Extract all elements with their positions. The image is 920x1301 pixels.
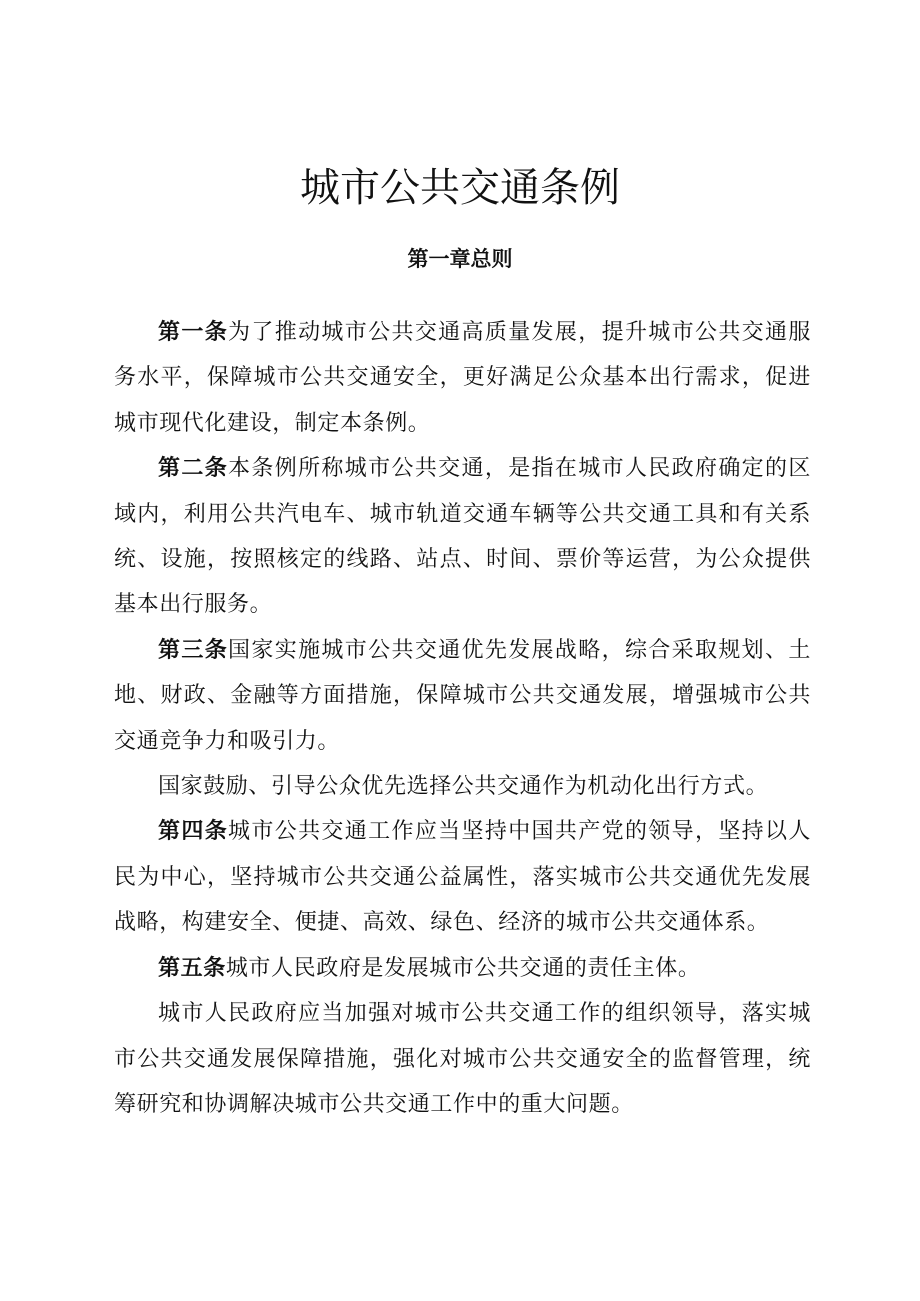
article-text: 国家鼓励、引导公众优先选择公共交通作为机动化出行方式。 — [158, 774, 769, 800]
article-text: 城市人民政府应当加强对城市公共交通工作的组织领导，落实城市公共交通发展保障措施，强化对城市公共交通安全的监督管理，统筹研究和协调解决城市公共交通工作中的重大问题。 — [114, 1001, 811, 1117]
article-text: 国家实施城市公共交通优先发展战略，综合采取规划、土地、财政、金融等方面措施，保障城市公共交通发展，增强城市公共交通竞争力和吸引力。 — [114, 637, 811, 754]
document-title: 城市公共交通条例 — [300, 165, 620, 211]
article-text: 城市人民政府是发展城市公共交通的责任主体。 — [225, 955, 701, 981]
article-text: 为了推动城市公共交通高质量发展，提升城市公共交通服务水平，保障城市公共交通安全，更好满足公众基本出行需求，促进城市现代化建设，制定本条例。 — [114, 320, 811, 436]
chapter-heading: 第一章总则 — [407, 247, 513, 271]
article-number: 第三条 — [158, 637, 229, 663]
article-1-paragraph — [114, 310, 811, 446]
article-text: 本条例所称城市公共交通，是指在城市人民政府确定的区域内，利用公共汽电车、城市轨道交通车辆等公共交通工具和有关系统、设施，按照核定的线路、站点、时间、票价等运营，为公众提供基本出行服务。 — [114, 456, 811, 618]
article-number: 第一条 — [158, 320, 229, 345]
article-5-paragraph — [114, 946, 811, 991]
article-3-paragraph — [114, 628, 811, 764]
article-5-sub-paragraph — [114, 991, 811, 1127]
article-4-paragraph — [114, 809, 811, 945]
article-2-paragraph — [114, 446, 811, 628]
document-body — [114, 310, 811, 1127]
article-number: 第五条 — [158, 955, 226, 981]
article-text: 城市公共交通工作应当坚持中国共产党的领导，坚持以人民为中心，坚持城市公共交通公益属性，落实城市公共交通优先发展战略，构建安全、便捷、高效、绿色、经济的城市公共交通体系。 — [114, 819, 811, 936]
article-number: 第四条 — [158, 819, 229, 845]
article-number: 第二条 — [158, 456, 229, 482]
article-3-sub-paragraph — [114, 764, 811, 809]
